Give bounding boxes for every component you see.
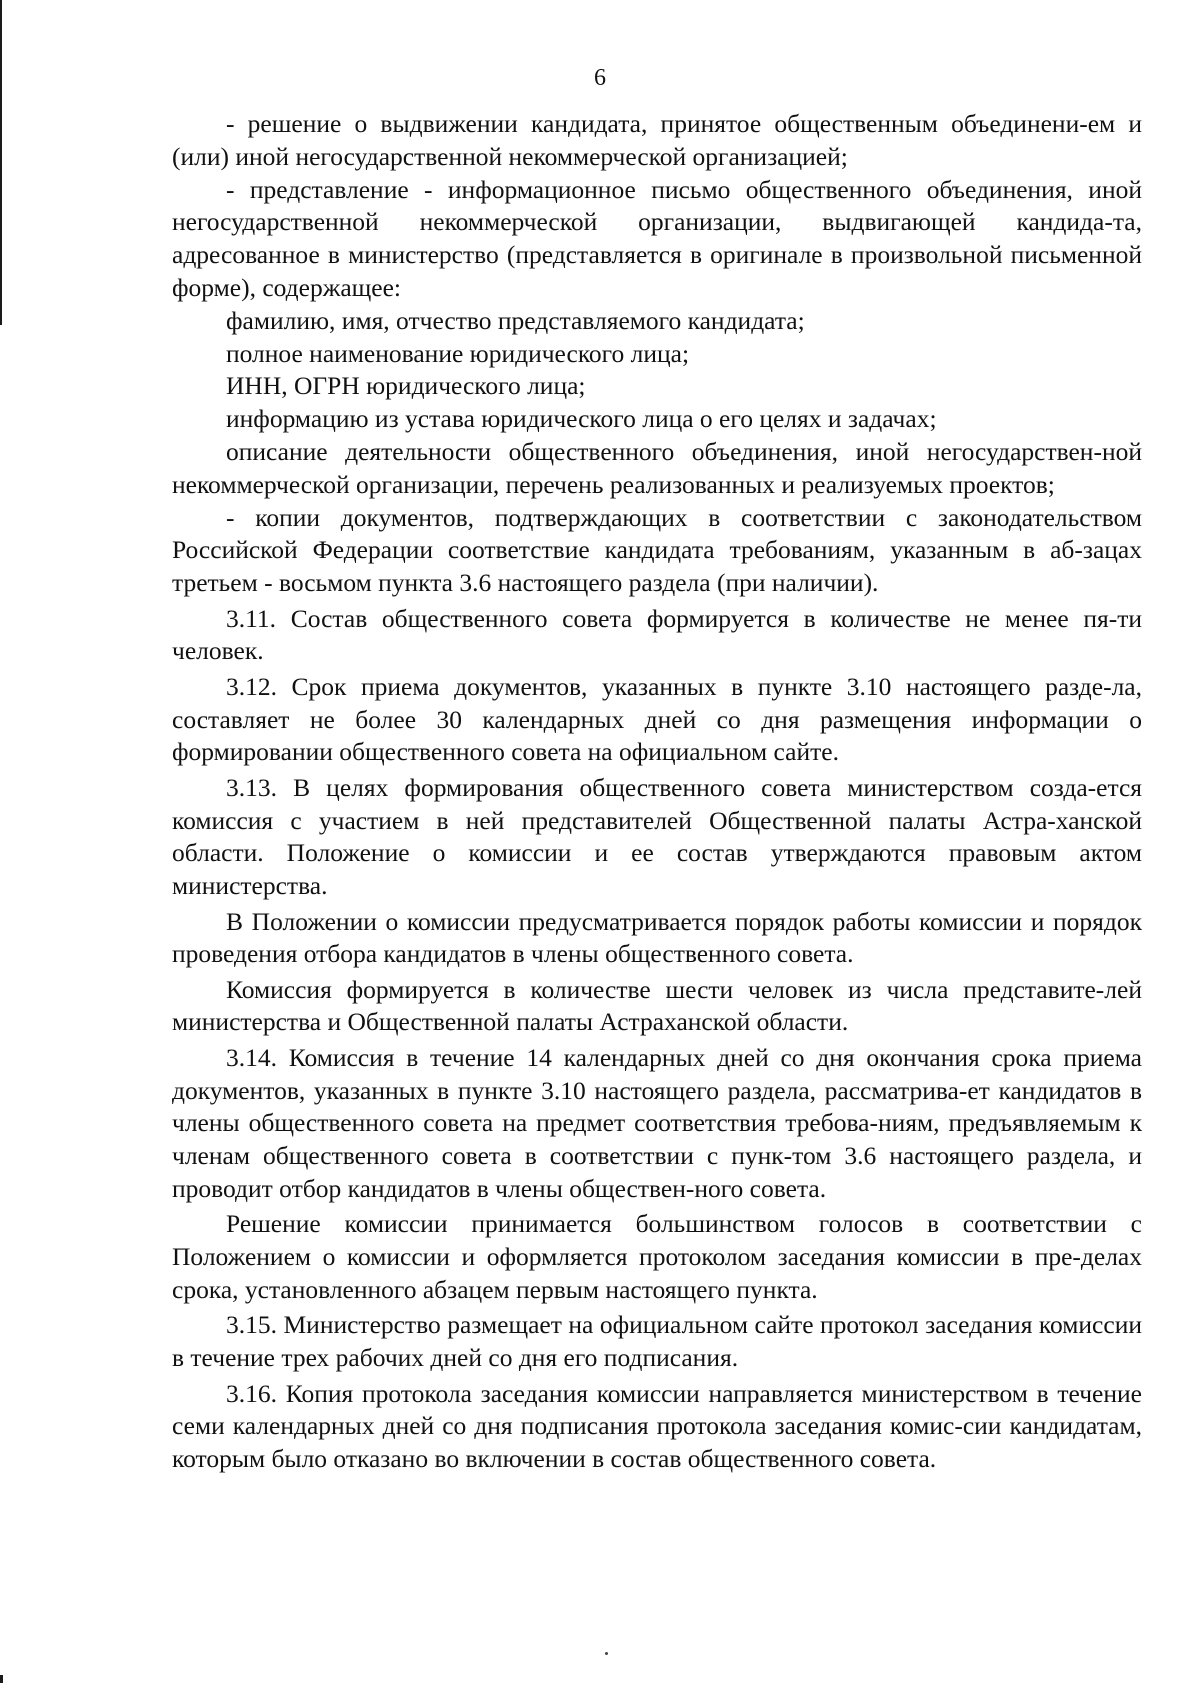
paragraph-nomination-decision: - решение о выдвижении кандидата, принятое общественным объединени-ем и (или) иной негосударственной некоммерческой организацией; (172, 109, 1142, 171)
paragraph-document-copies: - копии документов, подтверждающих в соответствии с законодательством Российской Федерации соответствие кандидата требованиям, указанным в аб-зацах третьем - восьмом пункта 3.6 настоящего раздела (при наличии). (172, 502, 1142, 598)
paragraph-3-11: 3.11. Состав общественного совета формируется в количестве не менее пя-ти человек. (172, 603, 1142, 666)
paragraph-3-14: 3.14. Комиссия в течение 14 календарных дней со дня окончания срока приема документов, указанных в пункте 3.10 настоящего раздела, рассматрива-ет кандидатов в члены общественного совета на предмет соответствия требова-ниям, предъявляемым к членам общественного совета в соответствии с пунк-том 3.6 настоящего раздела, и проводит отбор кандидатов в члены обществен-ного совета. (172, 1042, 1142, 1204)
paragraph-commission-regulation: В Положении о комиссии предусматривается порядок работы комиссии и порядок проведения отбора кандидатов в члены общественного совета. (172, 906, 1142, 969)
document-body (172, 108, 1142, 1476)
page-number: 6 (594, 65, 606, 91)
paragraph-commission-composition: Комиссия формируется в количестве шести человек из числа представите-лей министерства и Общественной палаты Астраханской области. (172, 974, 1142, 1037)
paragraph-activity-description: описание деятельности общественного объединения, иной негосударствен-ной некоммерческой организации, перечень реализованных и реализуемых проектов; (172, 436, 1142, 499)
paragraph-3-13: 3.13. В целях формирования общественного совета министерством созда-ется комиссия с участием в ней представителей Общественной палаты Астра-ханской области. Положение о комиссии и ее состав утверждаются правовым актом министерства. (172, 772, 1142, 901)
list-item-charter-goals: информацию из устава юридического лица о его целях и задачах; (226, 404, 937, 434)
paragraph-commission-decision: Решение комиссии принимается большинством голосов в соответствии с Положением о комиссии и оформляется протоколом заседания комиссии в пре-делах срока, установленного абзацем первым настоящего пункта. (172, 1209, 1142, 1305)
paragraph-3-16: 3.16. Копия протокола заседания комиссии направляется министерством в течение семи календарных дней со дня подписания протокола заседания комис-сии кандидатам, которым было отказано во включении в состав общественного совета. (172, 1378, 1142, 1474)
list-item-legal-entity-name: полное наименование юридического лица; (226, 338, 690, 368)
scan-speck (605, 1652, 608, 1655)
scan-edge-mark (0, 0, 2, 325)
paragraph-3-15: 3.15. Министерство размещает на официальном сайте протокол заседания комиссии в течение трех рабочих дней со дня его подписания. (172, 1310, 1142, 1373)
scan-edge-mark-bottom (0, 1675, 3, 1683)
paragraph-representation-letter: - представление - информационное письмо общественного объединения, иной негосударственной некоммерческой организации, выдвигающей кандида-та, адресованное в министерство (представляется в оригинале в произвольной письменной форме), содержащее: (172, 174, 1142, 302)
list-item-inn-ogrn: ИНН, ОГРН юридического лица; (226, 371, 586, 401)
paragraph-3-12: 3.12. Срок приема документов, указанных в пункте 3.10 настоящего разде-ла, составляет не более 30 календарных дней со дня размещения информации о формировании общественного совета на официальном сайте. (172, 671, 1142, 767)
list-item-full-name: фамилию, имя, отчество представляемого кандидата; (226, 305, 805, 335)
